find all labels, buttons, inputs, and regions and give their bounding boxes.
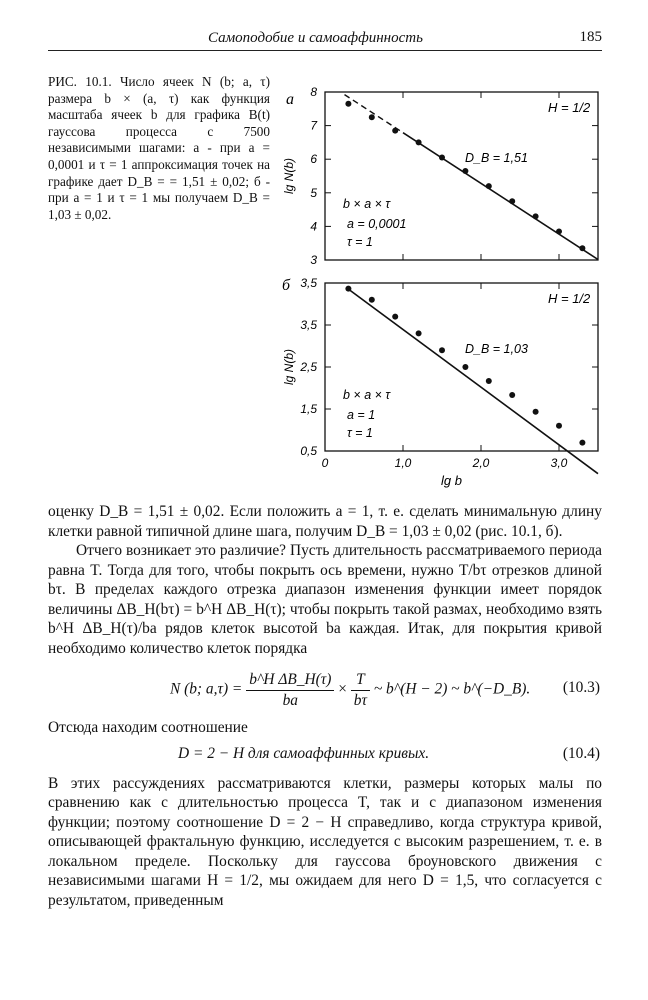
data-point: [369, 297, 375, 303]
x-tick-label: 1,0: [394, 456, 412, 470]
y-tick-label: 0,5: [300, 444, 317, 458]
data-point: [486, 378, 492, 384]
equation-10-3: [48, 658, 602, 718]
panel-b: [282, 276, 598, 488]
data-point: [392, 128, 398, 134]
data-point: [462, 364, 468, 370]
y-tick-label: 7: [310, 118, 317, 133]
data-point: [416, 139, 422, 145]
data-point: [579, 245, 585, 251]
caption-text: Число ячеек N (b; a, τ) размера b × (a, τ) как функция масштаба ячеек b для графика B(t) гауссова процесса с 7500 независимыми шагами: а - при a = 0,0001 и τ = 1 аппроксимация точек на графике дает D_B = = 1,51 ± 0,02; б - при a = 1 и τ = 1 мы получаем D_B = 1,03 ± 0,02.: [48, 74, 270, 222]
data-point: [579, 440, 585, 446]
data-point: [509, 392, 515, 398]
eq1-lhs: N (b; a,τ) =: [170, 680, 243, 698]
eq1-numerator-2: T: [351, 670, 370, 691]
a-annotation: a = 1: [347, 408, 376, 422]
y-tick-label: 3,5: [300, 318, 317, 332]
data-point: [416, 330, 422, 336]
x-tick-label: 0: [321, 456, 329, 470]
panel-label: б: [282, 277, 291, 294]
data-point: [439, 347, 445, 353]
y-tick-label: 2,5: [300, 360, 317, 374]
hurst-annotation: H = 1/2: [548, 100, 591, 115]
body-text: [48, 502, 602, 910]
y-tick-label: 3: [310, 253, 317, 267]
y-tick-label: 8: [310, 85, 317, 99]
data-point: [556, 228, 562, 234]
data-point: [533, 213, 539, 219]
y-tick-label: 6: [310, 152, 317, 167]
tau-annotation: τ = 1: [347, 235, 373, 249]
dimension-annotation: D_B = 1,51: [465, 151, 528, 165]
data-point: [509, 198, 515, 204]
running-title: Самоподобие и самоаффинность: [208, 30, 423, 46]
y-tick-label: 4: [310, 219, 317, 234]
data-point: [369, 114, 375, 120]
paragraph-4: В этих рассуждениях рассматриваются клетки, размеры которых малы по сравнению как с длительностью процесса T, так и с диапазоном изменения функции; поэтому соотношение D = 2 − H справедливо, когда структура кривой, описывающей фрактальную функцию, исследуется с высоким разрешением, т. е. в локальном пределе. Поскольку для гауссова броуновского движения с независимыми шагами H = 1/2, мы ожидаем для него D = 1,5, что согласуется с результатом, приведенным: [48, 774, 602, 909]
data-point: [556, 423, 562, 429]
paragraph-1: оценку D_B = 1,51 ± 0,02. Если положить a = 1, т. е. сделать минимальную длину клетки равной типичной длине шага, получим D_B = 1,03 ± 0,02 (рис. 10.1, б).: [48, 503, 602, 540]
data-point: [345, 101, 351, 107]
hurst-annotation: H = 1/2: [548, 291, 591, 306]
y-axis-label: lg N(b): [282, 348, 296, 386]
a-annotation: a = 0,0001: [347, 217, 407, 231]
data-point: [486, 183, 492, 189]
eq1-rhs: ~ b^(H − 2) ~ b^(−D_B).: [373, 680, 531, 698]
data-point: [392, 314, 398, 320]
fit-line-dashed: [345, 95, 404, 133]
eq1-fraction-1: [246, 670, 334, 710]
y-tick-label: 3,5: [300, 276, 317, 290]
paragraph-2: Отчего возникает это различие? Пусть длительность рассматриваемого периода равна T. Тогда для того, чтобы покрыть ось времени, нужно T/bτ отрезков длиной bτ. В пределах каждого отрезка диапазон изменения функции имеет порядок величины ΔB_H(bτ) = b^H ΔB_H(τ); чтобы покрыть такой размах, необходимо взять b^H ΔB_H(τ)/ba рядов клеток высотой ba каждая. Итак, для покрытия кривой необходимо количество клеток порядка: [48, 542, 602, 657]
data-point: [439, 155, 445, 161]
eq1-denominator: ba: [282, 691, 298, 709]
page-number: 185: [579, 29, 602, 45]
y-tick-label: 5: [310, 185, 317, 200]
paragraph-3: Отсюда находим соотношение: [48, 719, 248, 736]
eq2-text: D = 2 − H для самоаффинных кривых.: [178, 744, 430, 762]
data-point: [533, 409, 539, 415]
data-point: [462, 168, 468, 174]
eq1-number: (10.3): [562, 679, 600, 696]
caption-label: РИС. 10.1.: [48, 74, 112, 89]
x-tick-label: 2,0: [472, 456, 490, 470]
eq2-number: (10.4): [562, 744, 600, 762]
cell-annotation: b × a × τ: [343, 197, 391, 211]
tau-annotation: τ = 1: [347, 426, 373, 440]
panel-label: а: [286, 91, 294, 108]
cell-annotation: b × a × τ: [343, 388, 391, 402]
fit-line: [348, 289, 598, 474]
eq1-numerator: b^H ΔB_H(τ): [246, 670, 334, 691]
y-tick-label: 1,5: [300, 402, 317, 416]
eq1-times: ×: [338, 680, 347, 698]
equation-10-4: [48, 742, 602, 768]
eq1-fraction-2: [351, 670, 370, 710]
panel-a: [282, 85, 598, 267]
eq1-denominator-2: bτ: [353, 691, 367, 709]
x-axis-label: lg b: [441, 473, 462, 488]
y-axis-label: lg N(b): [282, 157, 296, 195]
x-tick-label: 3,0: [550, 456, 568, 470]
dimension-annotation: D_B = 1,03: [465, 342, 528, 356]
data-point: [345, 286, 351, 292]
